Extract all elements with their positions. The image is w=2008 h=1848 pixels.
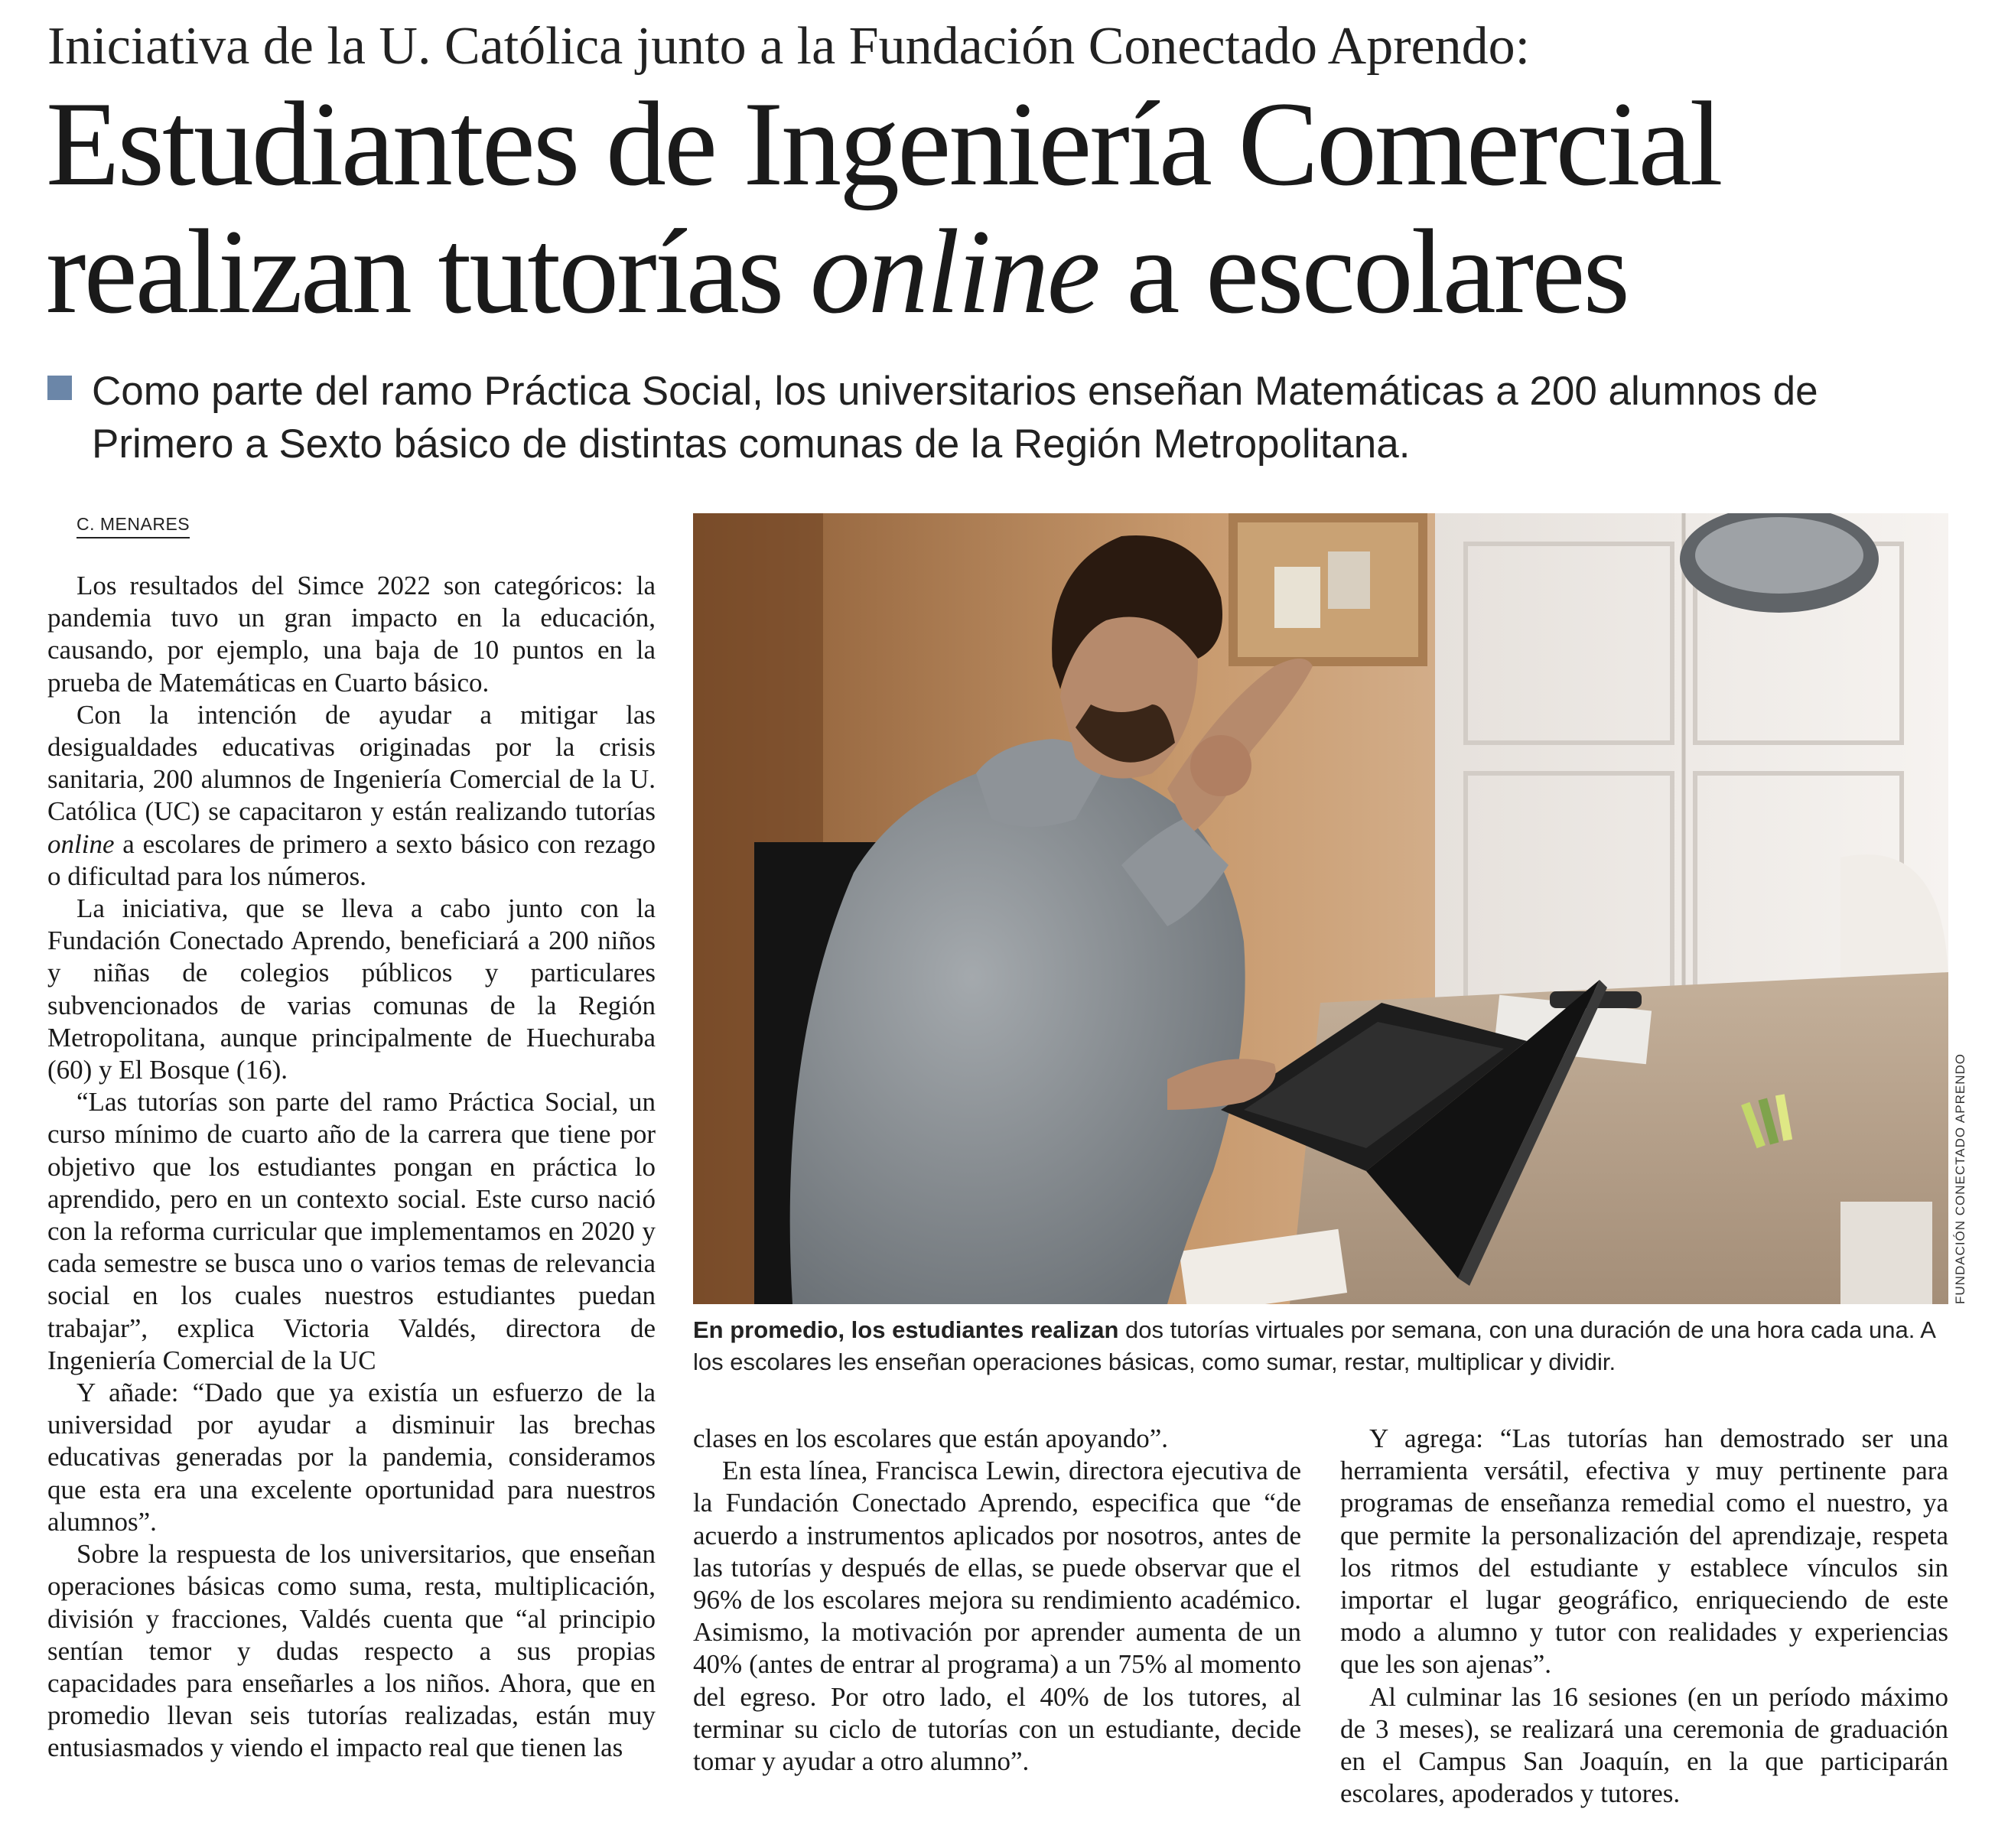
paragraph: “Las tutorías son parte del ramo Práctica Social, un curso mínimo de cuarto año de la carrera que tiene por objetivo que los estudiantes pongan en práctica lo aprendido, pero en un contexto social. Este curso nació con la reforma curricular que implementamos en 2020 y cada semestre se busca uno o varios temas de relevancia social en los cuales nuestros estudiantes puedan trabajar”, explica Victoria Valdés, directora de Ingeniería Comercial de la UC (47, 1087, 656, 1375)
article-deck (47, 366, 1975, 471)
paragraph-text: a escolares de primero a sexto básico con rezago o dificultad para los números. (47, 828, 656, 891)
article-column-2 (693, 1423, 1301, 1778)
paragraph-continuation: clases en los escolares que están apoyando”. (693, 1423, 1169, 1453)
square-bullet-icon (47, 376, 72, 400)
paragraph (47, 699, 656, 893)
article-headline (46, 77, 1721, 340)
headline-text: realizan tutorías (46, 205, 810, 340)
caption-text: dos tutorías virtuales por semana, con una duración de una hora cada una. A los escolares les enseñan operaciones básicas, como sumar, restar, multiplicar y dividir. (693, 1316, 1935, 1375)
paragraph: Y añade: “Dado que ya existía un esfuerzo de la universidad por ayudar a disminuir las brechas educativas generadas por la pandemia, consideramos que esta era una excelente oportunidad para nuestros alumnos”. (47, 1378, 656, 1537)
photo-credit: FUNDACIÓN CONECTADO APRENDO (1953, 1053, 1967, 1304)
paragraph: Sobre la respuesta de los universitarios, que enseñan operaciones básicas como suma, resta, multiplicación, división y fracciones, Valdés cuenta que “al principio sentían temor y dudas respecto a sus propias capacidades para enseñarles a los niños. Ahora, que en promedio llevan seis tutorías realizadas, están muy entusiasmados y viendo el impacto real que tienen las (47, 1539, 656, 1763)
student-laptop-photo (693, 513, 1948, 1304)
paragraph: La iniciativa, que se lleva a cabo junto con la Fundación Conectado Aprendo, beneficiará a 200 niños y niñas de colegios públicos y particulares subvencionados de varias comunas de la Región Metropolitana, aunque principalmente de Huechuraba (60) y El Bosque (16). (47, 893, 656, 1085)
paragraph: Al culminar las 16 sesiones (en un período máximo de 3 meses), se realizará una ceremonia de graduación en el Campus San Joaquín, en la que participarán escolares, apoderados y tutores. (1340, 1681, 1948, 1809)
deck-line-2: Primero a Sexto básico de distintas comunas de la Región Metropolitana. (92, 421, 1411, 467)
headline-italic-word: online (809, 205, 1098, 340)
photo-caption (693, 1314, 1951, 1378)
deck-line-1: Como parte del ramo Práctica Social, los universitarios enseñan Matemáticas a 200 alumnos de (92, 369, 1818, 414)
paragraph-italic: online (47, 828, 115, 859)
headline-text: a escolares (1098, 205, 1628, 340)
caption-lead: En promedio, los estudiantes realizan (693, 1316, 1119, 1343)
article-column-3 (1340, 1423, 1948, 1810)
byline: C. MENARES (76, 514, 190, 538)
article-kicker: Iniciativa de la U. Católica junto a la Fundación Conectado Aprendo: (47, 17, 1531, 76)
article-photo (693, 513, 1948, 1304)
paragraph: Los resultados del Simce 2022 son categóricos: la pandemia tuvo un gran impacto en la educación, causando, por ejemplo, una baja de 10 puntos en la prueba de Matemáticas en Cuarto básico. (47, 571, 656, 698)
headline-line-1: Estudiantes de Ingeniería Comercial (46, 77, 1721, 211)
paragraph: En esta línea, Francisca Lewin, directora ejecutiva de la Fundación Conectado Aprendo, especifica que “de acuerdo a instrumentos aplicados por nosotros, antes de las tutorías y después de ellas, se puede observar que el 96% de los escolares mejora su rendimiento académico. Asimismo, la motivación por aprender aumenta de un 40% (antes de entrar al programa) a un 75% al momento del egreso. Por otro lado, el 40% de los tutores, al terminar su ciclo de tutorías con un estudiante, decide tomar y ayudar a otro alumno”. (693, 1456, 1301, 1777)
headline-line-2 (46, 205, 1721, 340)
paragraph-text: Con la intención de ayudar a mitigar las desigualdades educativas originadas por la crisis sanitaria, 200 alumnos de Ingeniería Comercial de la U. Católica (UC) se capacitaron y están realizando tutorías (47, 699, 656, 827)
paragraph: Y agrega: “Las tutorías han demostrado ser una herramienta versátil, efectiva y muy pertinente para programas de enseñanza remedial como el nuestro, ya que permite la personalización del aprendizaje, respeta los ritmos del estudiante y establece vínculos sin importar el lugar geográfico, enriqueciendo de este modo a alumno y tutor con realidades y experiencias que les son ajenas”. (1340, 1423, 1948, 1680)
article-column-1 (47, 570, 656, 1765)
